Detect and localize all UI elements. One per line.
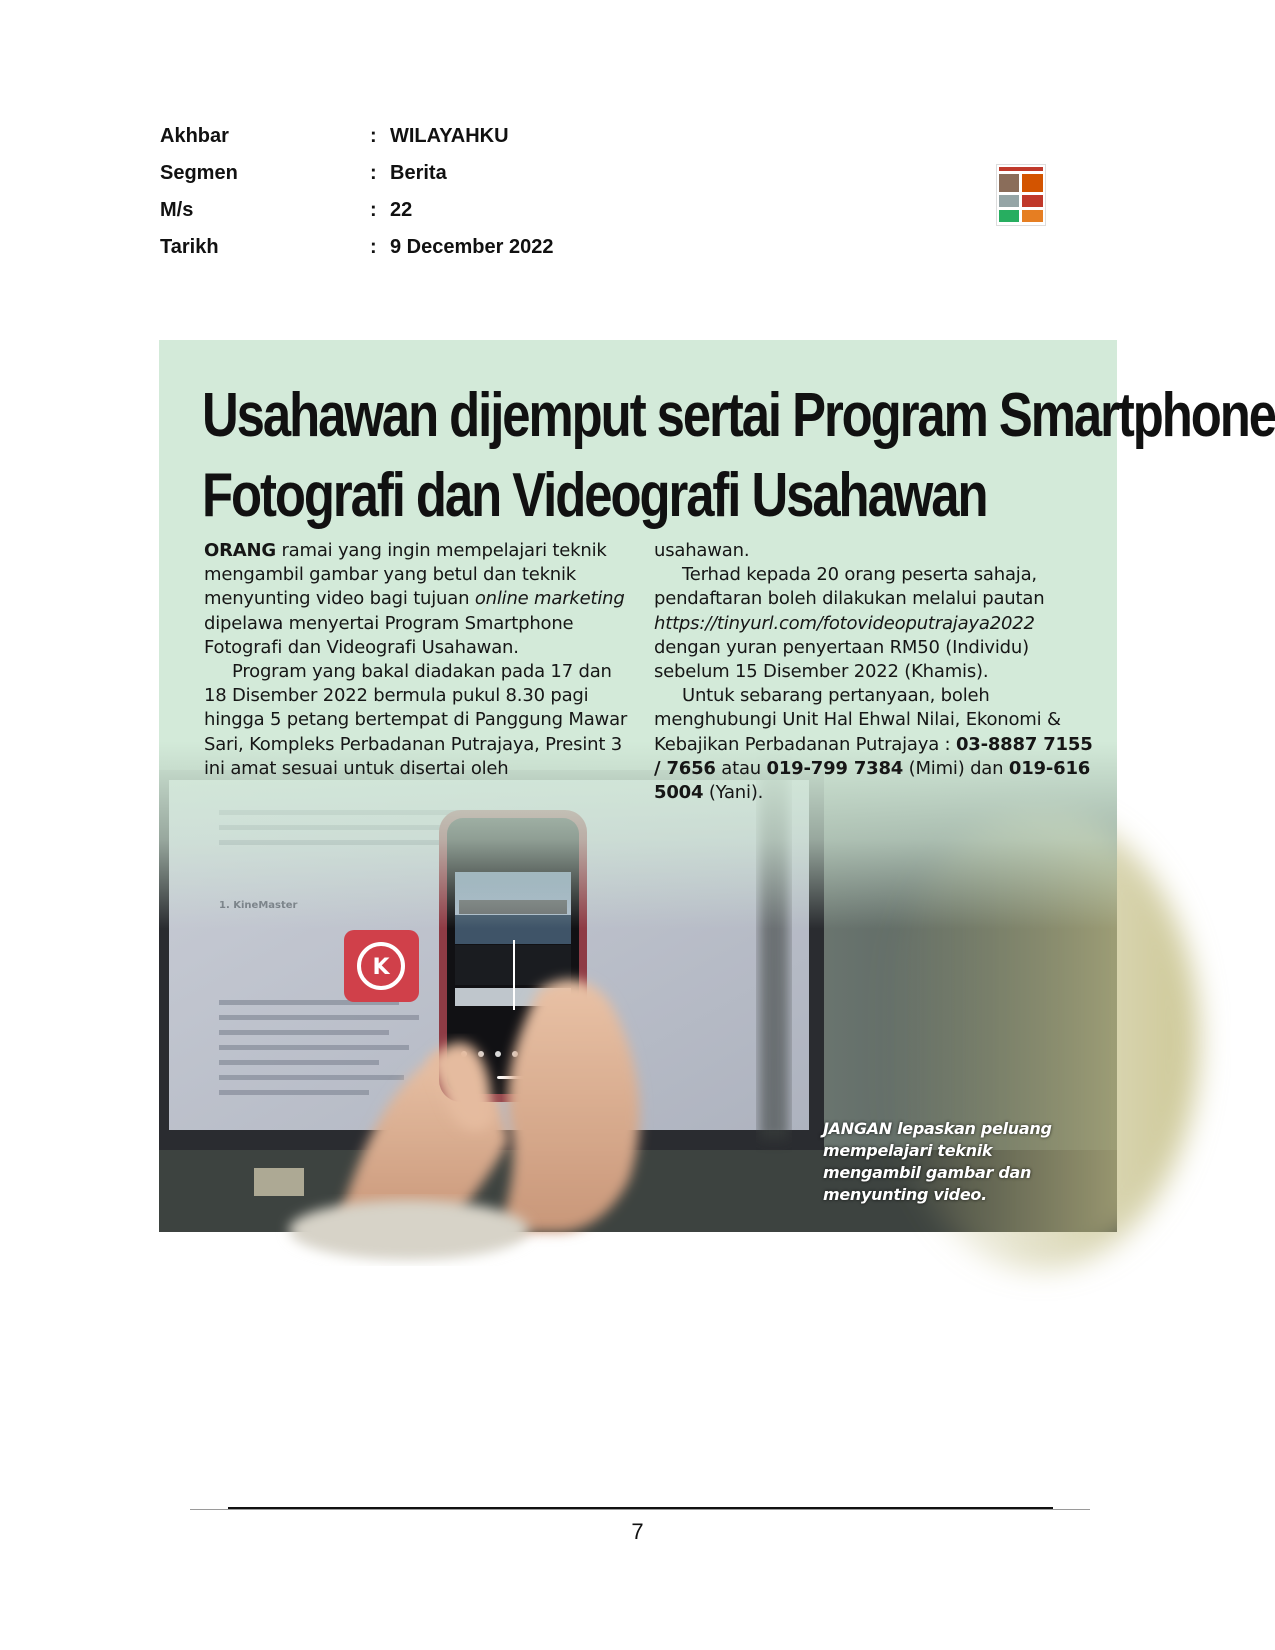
article-column-2 — [654, 539, 1094, 805]
paragraph: ORANG ramai yang ingin mempelajari teknik mengambil gambar yang betul dan teknik menyunting video bagi tujuan online marketing dipelawa menyertai Program Smartphone Fotografi dan Videografi Usahawan. — [204, 540, 625, 658]
meta-row-tarikh — [160, 229, 553, 266]
registration-link: https://tinyurl.com/fotovideoputrajaya2022 — [654, 612, 1035, 634]
meta-separator: : — [370, 199, 377, 221]
footer-divider — [228, 1507, 1053, 1509]
phone-number: 019-616 5004 — [654, 757, 1091, 804]
article-column-1 — [204, 539, 634, 781]
footer-divider — [190, 1509, 1090, 1510]
paragraph: Program yang bakal diadakan pada 17 dan 18 Disember 2022 bermula pukul 8.30 pagi hingga 5 petang bertempat di Panggung Mawar Sari, Kompleks Perbadanan Putrajaya, Presint 3 ini amat sesuai untuk disertai oleh — [204, 661, 628, 779]
meta-separator: : — [370, 236, 377, 258]
paragraph: usahawan. — [654, 540, 750, 561]
paragraph: Terhad kepada 20 orang peserta sahaja, pendaftaran boleh dilakukan melalui pautan https://tinyurl.com/fotovideoputrajaya2022 dengan yuran penyertaan RM50 (Individu) sebelum 15 Disember 2022 (Khamis). — [654, 564, 1045, 683]
article-headline — [202, 376, 1275, 536]
page-number: 7 — [631, 1519, 644, 1544]
meta-label: M/s — [160, 199, 194, 221]
paragraph: Untuk sebarang pertanyaan, boleh menghubungi Unit Hal Ehwal Nilai, Ekonomi & Kebajikan Perbadanan Putrajaya : 03-8887 7155 / 7656 atau 019-799 7384 (Mimi) dan 019-616 5004 (Yani). — [654, 685, 1093, 804]
article-clipping — [159, 340, 1275, 1232]
meta-separator: : — [370, 125, 377, 147]
meta-value: 22 — [390, 199, 413, 221]
phone-number: 019-799 7384 — [766, 757, 904, 779]
meta-row-segmen — [160, 155, 553, 192]
lead-word: ORANG — [204, 540, 276, 561]
meta-separator: : — [370, 162, 377, 184]
meta-label: Tarikh — [160, 236, 219, 258]
newspaper-thumbnail — [996, 164, 1046, 226]
meta-value: Berita — [390, 162, 447, 184]
headline-line-1: Usahawan dijemput sertai Program Smartphone — [202, 381, 1275, 450]
meta-row-ms — [160, 192, 553, 229]
headline-line-2: Fotografi dan Videografi Usahawan — [202, 461, 987, 530]
photo-caption: JANGAN lepaskan peluang mempelajari teknik mengambil gambar dan menyunting video. — [823, 1119, 1052, 1204]
meta-value: 9 December 2022 — [390, 236, 554, 258]
phone-number: 03-8887 7155 / 7656 — [654, 733, 1093, 779]
meta-label: Segmen — [160, 162, 238, 184]
meta-row-akhbar — [160, 118, 553, 155]
article-metadata — [160, 118, 553, 266]
italic-term: online marketing — [474, 588, 625, 610]
meta-value: WILAYAHKU — [390, 125, 509, 147]
meta-label: Akhbar — [160, 125, 229, 147]
